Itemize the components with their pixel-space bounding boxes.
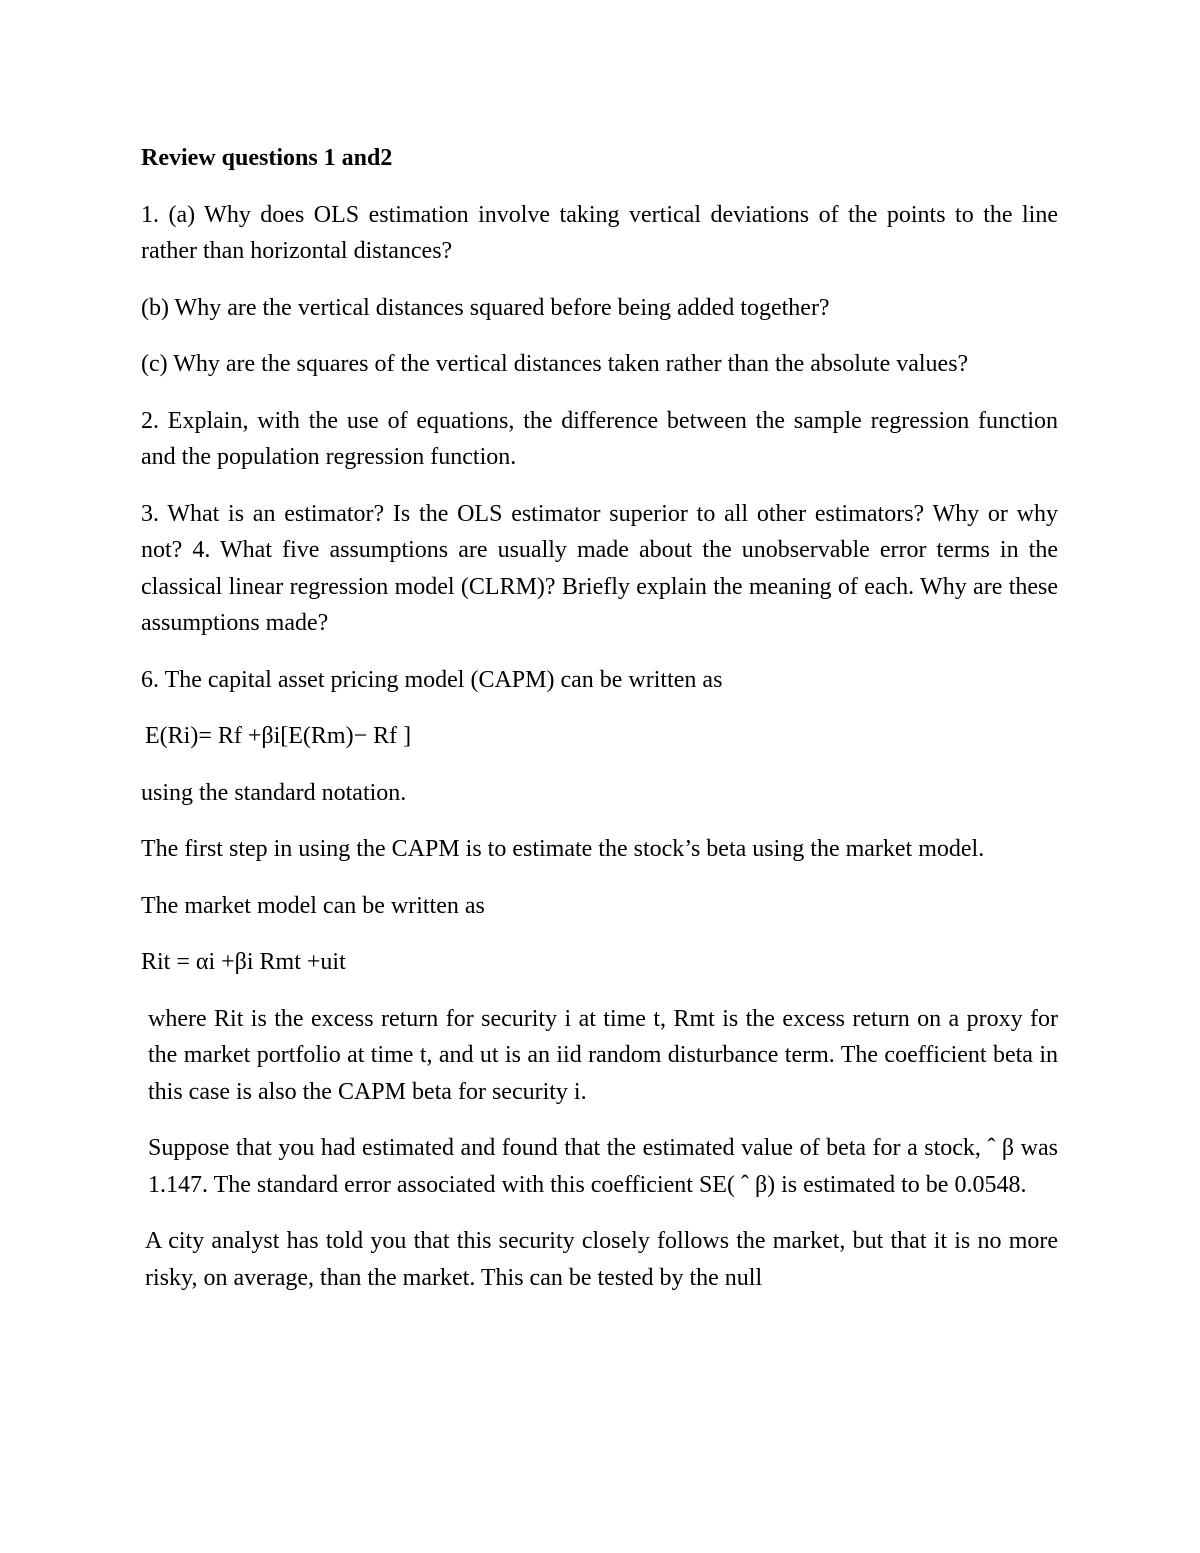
notation-note: using the standard notation. (141, 779, 407, 806)
market-model-equation: Rit = αi +βi Rmt +uit (141, 949, 346, 975)
beta-estimate: Suppose that you had estimated and found that the estimated value of beta for a stock, ˆ β was 1.147. The standard error associated with this coefficient SE( ˆ β) is estimated to be 0.0548. (148, 1135, 1058, 1198)
analyst-claim: A city analyst has told you that this security closely follows the market, but that it is no more risky, on average, than the market. This can be tested by the null (145, 1228, 1058, 1291)
capm-equation: E(Ri)= Rf +βi[E(Rm)− Rf ] (145, 723, 412, 749)
capm-first-step: The first step in using the CAPM is to estimate the stock’s beta using the market model. (141, 836, 985, 862)
document-page (141, 140, 1058, 1316)
market-model-definitions: where Rit is the excess return for security i at time t, Rmt is the excess return on a proxy for the market portfolio at time t, and ut is an iid random disturbance term. The coefficient beta in this case is also the CAPM beta for security i. (148, 1005, 1058, 1105)
document-title: Review questions 1 and2 (141, 145, 393, 171)
question-1b: (b) Why are the vertical distances squared before being added together? (141, 294, 830, 321)
question-2: 2. Explain, with the use of equations, the difference between the sample regression function and the population regression function. (141, 407, 1058, 470)
question-1a: 1. (a) Why does OLS estimation involve taking vertical deviations of the points to the line rather than horizontal distances? (141, 201, 1058, 264)
market-model-intro: The market model can be written as (141, 892, 485, 919)
question-6-intro: 6. The capital asset pricing model (CAPM) can be written as (141, 666, 723, 693)
question-1c: (c) Why are the squares of the vertical distances taken rather than the absolute values? (141, 351, 969, 377)
question-3-4: 3. What is an estimator? Is the OLS estimator superior to all other estimators? Why or why not? 4. What five assumptions are usually made about the unobservable error terms in the classical linear regression model (CLRM)? Briefly explain the meaning of each. Why are these assumptions made? (141, 500, 1058, 636)
